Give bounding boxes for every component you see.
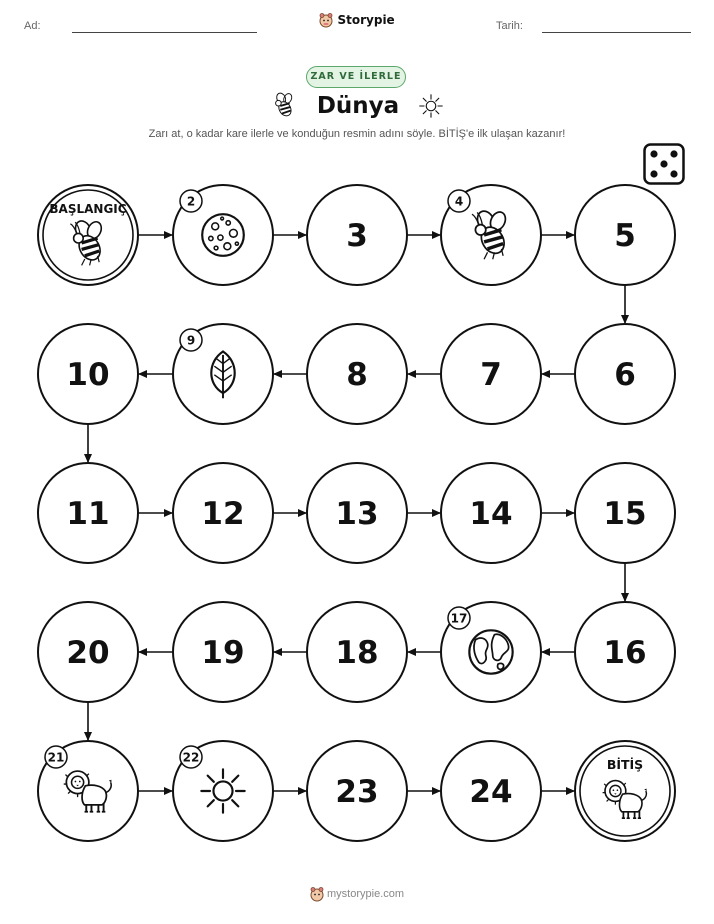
instructions: Zarı at, o kadar kare ilerle ve konduğun resmin adını söyle. BİTİŞ'e ilk ulaşan kazanır! <box>148 128 566 140</box>
space-number: 3 <box>346 218 368 254</box>
moon-icon <box>202 214 244 256</box>
space-number: 19 <box>201 635 245 671</box>
board-space-24[interactable] <box>441 741 541 841</box>
board-space-1[interactable] <box>38 185 138 285</box>
board-space-22[interactable] <box>173 741 273 841</box>
board-space-16[interactable] <box>575 602 675 702</box>
space-number: 21 <box>47 750 65 765</box>
space-number: 2 <box>186 194 196 209</box>
space-number: 17 <box>450 611 468 626</box>
board-space-4[interactable] <box>441 185 541 285</box>
name-label: Ad: <box>24 20 41 32</box>
space-number: 18 <box>335 635 379 671</box>
board-space-8[interactable] <box>307 324 407 424</box>
board-space-19[interactable] <box>173 602 273 702</box>
board-space-12[interactable] <box>173 463 273 563</box>
board-space-17[interactable] <box>441 602 541 702</box>
board-space-20[interactable] <box>38 602 138 702</box>
board-space-5[interactable] <box>575 185 675 285</box>
board-space-3[interactable] <box>307 185 407 285</box>
board-space-10[interactable] <box>38 324 138 424</box>
space-number: 10 <box>66 357 110 393</box>
board-space-21[interactable] <box>38 741 138 841</box>
footer-site: mystorypie.com <box>327 888 405 900</box>
board-space-2[interactable] <box>173 185 273 285</box>
board-space-14[interactable] <box>441 463 541 563</box>
start-label: BAŞLANGIÇ <box>49 202 127 216</box>
space-number: 5 <box>614 218 636 254</box>
board-space-15[interactable] <box>575 463 675 563</box>
board-space-6[interactable] <box>575 324 675 424</box>
page-title: Dünya <box>316 93 400 119</box>
board-space-7[interactable] <box>441 324 541 424</box>
space-number: 12 <box>201 496 245 532</box>
board-space-11[interactable] <box>38 463 138 563</box>
finish-label: BİTİŞ <box>606 757 644 772</box>
date-label: Tarih: <box>496 20 523 32</box>
footer <box>0 886 714 902</box>
sun-icon <box>201 769 244 812</box>
space-number: 16 <box>603 635 647 671</box>
space-number: 11 <box>66 496 110 532</box>
brand-name: Storypie <box>337 13 395 27</box>
space-number: 9 <box>186 333 196 348</box>
space-number: 7 <box>480 357 502 393</box>
board-spaces <box>38 185 675 841</box>
space-number: 6 <box>614 357 636 393</box>
space-number: 23 <box>335 774 379 810</box>
board-space-9[interactable] <box>173 324 273 424</box>
activity-tag: ZAR VE İLERLE <box>306 66 406 88</box>
board-space-13[interactable] <box>307 463 407 563</box>
space-number: 13 <box>335 496 379 532</box>
space-number: 22 <box>182 750 200 765</box>
space-number: 8 <box>346 357 368 393</box>
board-space-25[interactable] <box>575 741 675 841</box>
board-space-23[interactable] <box>307 741 407 841</box>
space-number: 4 <box>454 194 464 209</box>
space-number: 14 <box>469 496 513 532</box>
space-number: 20 <box>66 635 110 671</box>
space-number: 15 <box>603 496 647 532</box>
board-space-18[interactable] <box>307 602 407 702</box>
storypie-logo-icon <box>310 886 324 902</box>
space-number: 24 <box>469 774 513 810</box>
earth-icon <box>469 630 512 673</box>
